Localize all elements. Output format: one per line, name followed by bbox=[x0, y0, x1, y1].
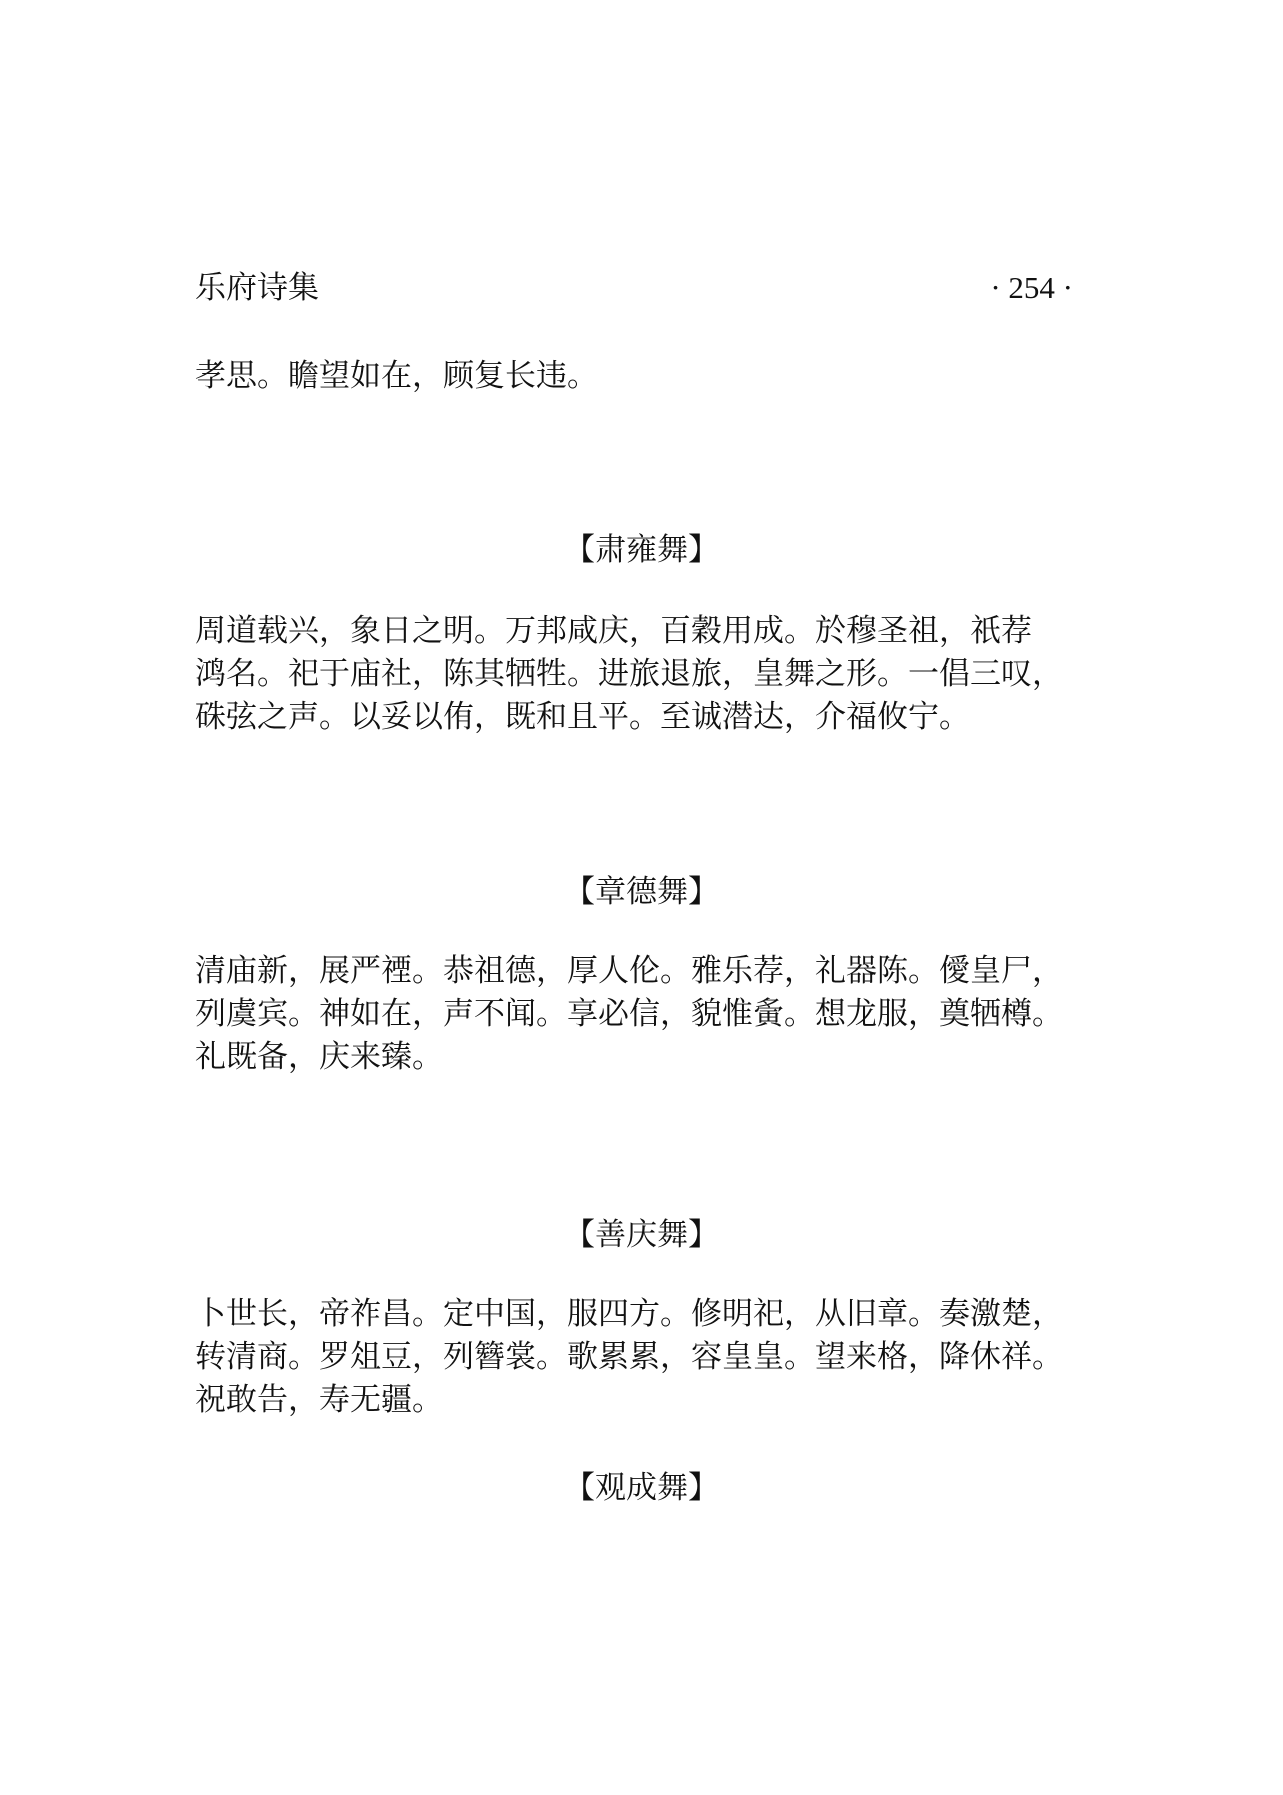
text-line: 孝思。瞻望如在，顾复长违。 bbox=[195, 358, 598, 394]
text-line: 礼既备，庆来臻。 bbox=[195, 1039, 443, 1075]
text-line: 卜世长，帝祚昌。定中国，服四方。修明祀，从旧章。奏激楚， bbox=[195, 1296, 1063, 1332]
text-line: 鸿名。祀于庙社，陈其牺牲。进旅退旅，皇舞之形。一倡三叹， bbox=[195, 656, 1063, 692]
text-line: 祝敢告，寿无疆。 bbox=[195, 1382, 443, 1418]
text-line: 清庙新，展严禋。恭祖德，厚人伦。雅乐荐，礼器陈。僾皇尸， bbox=[195, 953, 1063, 989]
section-heading-shanqing: 【善庆舞】 bbox=[564, 1217, 719, 1253]
text-line: 列虞宾。神如在，声不闻。享必信，貌惟夤。想龙服，奠牺樽。 bbox=[195, 996, 1063, 1032]
section-paragraph-shanqing bbox=[195, 1293, 1125, 1422]
section-heading-guancheng: 【观成舞】 bbox=[564, 1470, 719, 1506]
text-line: 转清商。罗俎豆，列簪裳。歌累累，容皇皇。望来格，降休祥。 bbox=[195, 1339, 1063, 1375]
text-line: 周道载兴，象日之明。万邦咸庆，百穀用成。於穆圣祖，祇荐 bbox=[195, 613, 1032, 649]
intro-paragraph bbox=[195, 355, 1125, 398]
text-line: 硃弦之声。以妥以侑，既和且平。至诚潜达，介福攸宁。 bbox=[195, 699, 970, 735]
running-title: 乐府诗集 bbox=[195, 270, 319, 306]
section-heading-suyong: 【肃雍舞】 bbox=[564, 532, 719, 568]
section-heading-zhangde: 【章德舞】 bbox=[564, 874, 719, 910]
section-paragraph-zhangde bbox=[195, 950, 1125, 1079]
page-number: · 254 · bbox=[990, 270, 1073, 305]
section-paragraph-suyong bbox=[195, 610, 1125, 739]
